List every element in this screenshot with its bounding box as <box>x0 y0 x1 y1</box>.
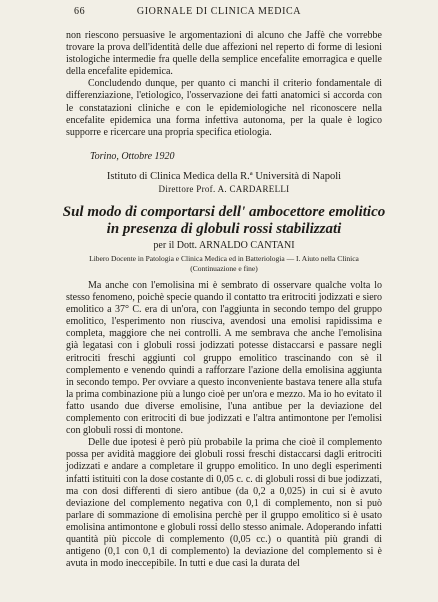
signoff-date: Torino, Ottobre 1920 <box>90 151 175 162</box>
article-body <box>66 280 382 570</box>
paragraph: Ma anche con l'emolisina mi è sembrato di osservare qualche volta lo stesso fenomeno, poichè specie quando il contatto tra eritrociti jodizzati e siero emolitico a 37° C. era di un'ora, con l'aggiunta in secondo tempo del gruppo emolitico, l'esperimento non riusciva, avendosi una emolisi rapidissima e completa, maggiore che nei controlli. A me sembrava che anche l'emolisina già legatasi con i globuli rossi jodizzati potesse distaccarsi e passare negli eritrociti freschi aggiunti col gruppo emolitico trascinando con sè il complemento e venendo quindi a rafforzare l'azione della emolisina aggiunta in secondo tempo. Per ovviare a questo inconveniente bastava tenere alla stufa la prima combinazione più a lungo cioè per un'ora e mezzo. Ma io ho evitato il fatto usando due diverse emolisine, l'una antibue per la deviazione del complemento con eritrociti di bue jodizzati e l'altra antimontone per l'emolisi con globuli rossi di montone. <box>66 280 383 437</box>
director-line: Direttore Prof. A. CARDARELLI <box>158 184 290 194</box>
paragraph: non riescono persuasive le argomentazioni di alcuno che Jaffè che vorrebbe trovare la prova dell'identità delle due affezioni nel reperto di forme di lesioni istologiche intermedie fra quelle della semplice encefalite emorragica e quelle della encefalite epidemica. <box>66 30 382 78</box>
article-title-line-1: Sul modo di comportarsi dell' ambocettore emolitico <box>62 204 386 220</box>
continuation-note: (Continuazione e fine) <box>190 264 258 273</box>
page-header <box>0 6 438 20</box>
paragraph: Concludendo dunque, per quanto ci manchi il criterio fondamentale di differenziazione, l'etiologico, l'osservazione dei fatti anatomici si accorda con le constatazioni cliniche e con le epidemiologiche nel riconoscere nella encefalite epidemica una forma infettiva autonoma, per la quale è logico supporre e ricercare una propria specifica etiologia. <box>66 78 382 138</box>
institute-heading: Istituto di Clinica Medica della R.ª Università di Napoli <box>106 171 342 182</box>
article-title <box>60 204 388 238</box>
article-title-line-2: in presenza di globuli rossi stabilizzati <box>106 221 342 237</box>
page-number: 66 <box>74 6 86 17</box>
running-title: GIORNALE DI CLINICA MEDICA <box>136 6 302 17</box>
paragraph: Delle due ipotesi è però più probabile la prima che cioè il complemento possa per avidità maggiore dei globuli rossi freschi distaccarsi dagli eritrociti jodizzati e andare a completare il gruppo emolitico. In uno degli esperimenti infatti istituiti con la dose costante di 0,05 c. c. di globuli rossi di bue jodizzati, ma con dosi differenti di siero antibue (da 0,2 a 0,025) in cui si è avuto deviazione del complemento negativa con 0,1 di complemento, non si può parlare di sommazione di emolisina perchè per il gruppo emolitico si è usato emolisina antimontone e globuli rossi dello stesso animale. Adoperando infatti quantità più piccole di complemento (0,05 cc.) o quantità più grandi di antigeno (0,1 con 0,1 di complemento) la deviazione del complemento si è avuta in modo ineccepibile. In tutti e due casi la durata del <box>66 437 382 570</box>
previous-article-text <box>66 30 382 139</box>
author-byline: per il Dott. ARNALDO CANTANI <box>153 240 295 251</box>
author-affiliation: Libero Docente in Patologia e Clinica Medica ed in Batteriologia — I. Aiuto nella Clinica <box>89 254 359 263</box>
